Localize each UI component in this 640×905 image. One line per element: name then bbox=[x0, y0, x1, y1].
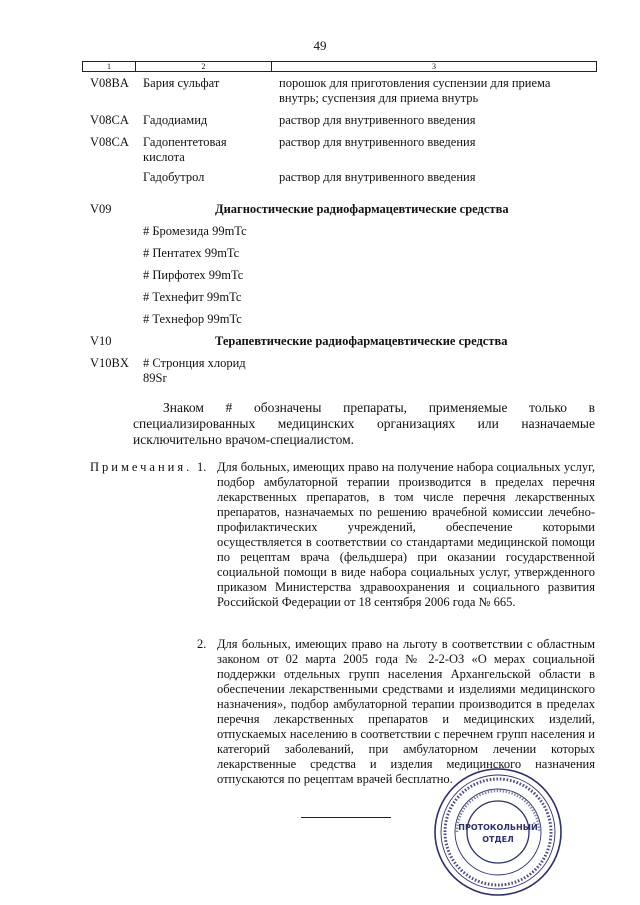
stamp-center-line2: ОТДЕЛ bbox=[482, 835, 514, 844]
atc-code: V08BA bbox=[90, 76, 129, 90]
table-header bbox=[82, 61, 597, 72]
atc-code: V08CA bbox=[90, 135, 129, 149]
drug-name: # Технефор 99mTc bbox=[143, 312, 242, 326]
drug-name: Гадодиамид bbox=[143, 113, 208, 127]
dosage-form: раствор для внутривенного введения bbox=[279, 113, 476, 127]
table-header-col-3: 3 bbox=[272, 62, 597, 72]
note-number: 2. bbox=[197, 637, 207, 651]
atc-code: V10BX bbox=[90, 356, 129, 370]
table-header-col-2: 2 bbox=[136, 62, 272, 72]
official-stamp bbox=[432, 766, 564, 898]
signature-line bbox=[301, 817, 391, 818]
dosage-form: раствор для внутривенного введения bbox=[279, 135, 476, 149]
table-header-col-1: 1 bbox=[83, 62, 136, 72]
drug-name: # Бромезида 99mTc bbox=[143, 224, 247, 238]
drug-name: # Пентатех 99mTc bbox=[143, 246, 240, 260]
atc-code: V09 bbox=[90, 202, 112, 216]
drug-name: Бария сульфат bbox=[143, 76, 220, 90]
notes-label: Примечания. bbox=[90, 460, 193, 474]
atc-code: V10 bbox=[90, 334, 112, 348]
stamp-center-line1: ПРОТОКОЛЬНЫЙ bbox=[458, 823, 538, 832]
note-text: Для больных, имеющих право на получение набора социальных услуг, подбор амбулаторной терапии производится в пределах перечня лекарственных препаратов, в том числе перечня лекарственных препаратов, назначаемых по решению врачебной комиссии лечебно-профилактических учреждений, обеспечение которыми осуществляется в соответствии со стандартами медицинской помощи по рецептам врача (фельдшера) при оказании государственной социальной помощи в виде набора социальных услуг, утвержденного приказом Министерства здравоохранения и социального развития Российской Федерации от 18 сентября 2006 года № 665. bbox=[217, 460, 595, 609]
group-title: Терапевтические радиофармацевтические средства bbox=[215, 334, 508, 348]
dosage-form: раствор для внутривенного введения bbox=[279, 170, 476, 184]
hash-footnote: Знаком # обозначены препараты, применяемые только в специализированных медицинских организациях или назначаемые исключительно врачом-специалистом. bbox=[133, 400, 595, 447]
note-number: 1. bbox=[197, 460, 207, 474]
drug-name: # Пирфотех 99mTc bbox=[143, 268, 244, 282]
dosage-form: порошок для приготовления суспензии для приема внутрь; суспензия для приема внутрь bbox=[279, 76, 551, 105]
drug-name: Гадобутрол bbox=[143, 170, 205, 184]
drug-name: # Технефит 99mTc bbox=[143, 290, 242, 304]
atc-code: V08CA bbox=[90, 113, 129, 127]
drug-name: Гадопентетовая кислота bbox=[143, 135, 227, 164]
group-title: Диагностические радиофармацевтические средства bbox=[215, 202, 509, 216]
page-number: 49 bbox=[313, 38, 327, 53]
drug-name: # Стронция хлорид 89Sr bbox=[143, 356, 246, 385]
note-text: Для больных, имеющих право на льготу в соответствии с областным законом от 02 марта 2005 года № 2-2-ОЗ «О мерах социальной поддержки отдельных групп населения Архангельской области в обеспечении лекарственными средствами и изделиями медицинского назначения», подбор амбулаторной терапии производится в пределах перечня лекарственных препаратов и медицинских изделий, отпускаемых населению в соответствии с перечнем групп населения и категорий заболеваний, при амбулаторном лечении которых лекарственные средства и изделия медицинского назначения отпускаются по рецептам врачей бесплатно. bbox=[217, 637, 595, 786]
